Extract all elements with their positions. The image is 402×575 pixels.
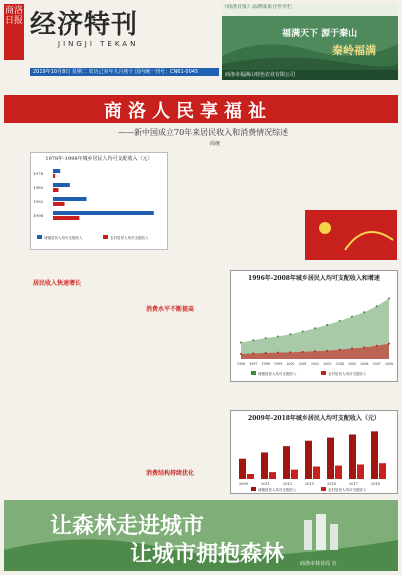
tick-label: 1985 [33, 185, 44, 190]
bar [313, 467, 320, 480]
bar [261, 452, 268, 479]
bar [53, 183, 70, 187]
tick-label: 2018 [371, 482, 380, 486]
bar [53, 197, 87, 201]
forestry-credit: 商洛市林业局 宣 [300, 561, 337, 567]
bar [283, 446, 290, 479]
bar [379, 463, 386, 479]
chart-title: 1978年-1998年城乡居民人均可支配收入（元） [45, 156, 153, 162]
vertical-paper-name: 商洛日报 [4, 4, 24, 60]
headline-title: 商洛人民享福祉 [104, 101, 272, 122]
point [326, 350, 328, 352]
chart-2009-2018 [230, 410, 398, 494]
point [376, 305, 378, 307]
ad-slogan: 福满天下 源于秦山 [282, 29, 358, 39]
chart-title: 2009年-2018年城乡居民人均可支配收入（元） [248, 415, 380, 422]
tick-label: 2004 [335, 362, 344, 366]
side-image-graphic [305, 210, 397, 260]
col3-text [230, 152, 302, 264]
point [265, 337, 267, 339]
bar [305, 441, 312, 479]
point [363, 311, 365, 313]
bar [335, 466, 342, 479]
legend-label: 城镇居民人均可支配收入 [44, 236, 83, 240]
chart-2009-2018-plot [231, 421, 397, 493]
legend-label: 农村居民人均可支配收入 [328, 488, 367, 492]
point [363, 346, 365, 348]
chart-caption-text [230, 383, 396, 407]
legend-swatch [37, 235, 42, 239]
bar [291, 470, 298, 479]
top-advertisement [222, 4, 398, 80]
point [326, 324, 328, 326]
point [339, 320, 341, 322]
section-heading-structure: 消费结构持续优化 [145, 470, 194, 477]
bar [371, 431, 378, 479]
point [351, 316, 353, 318]
bar [247, 474, 254, 479]
byline: 商统 [210, 141, 221, 147]
ad-top-text: 《商洛日报》品牌成果合作专栏 [222, 4, 398, 16]
point [376, 345, 378, 347]
legend-label: 城镇居民人均可支配收入 [258, 488, 297, 492]
tick-label: 2005 [348, 362, 357, 366]
bar [357, 464, 364, 479]
tick-label: 1999 [274, 362, 283, 366]
forestry-slogan-line1: 让森林走进城市 [50, 514, 205, 539]
point [252, 353, 254, 355]
bar [53, 211, 154, 215]
tick-label: 2003 [323, 362, 332, 366]
point [277, 335, 279, 337]
chart-title: 1996年-2008年城乡居民人均可支配收入和增速 [248, 275, 380, 282]
point [252, 339, 254, 341]
supplement-subtitle: JINGJI TEKAN [58, 40, 139, 48]
point [240, 353, 242, 355]
tick-label: 1978 [33, 171, 44, 176]
tick-label: 2001 [298, 362, 307, 366]
chart-1978-1998-plot [31, 163, 167, 249]
bar [269, 472, 276, 479]
legend-label: 农村居民人均可支配收入 [110, 236, 149, 240]
tick-label: 2016 [327, 482, 336, 486]
issue-info-bar: 2019年10月8日 星期二 农历己亥年九月初十 国内统一刊号：CN61-0045 [30, 68, 219, 76]
legend-swatch [251, 487, 256, 491]
legend-label: 城镇居民人均可支配收入 [258, 372, 297, 376]
legend-label: 农村居民人均可支配收入 [328, 372, 367, 376]
forestry-slogan-line2: 让城市拥抱森林 [130, 542, 285, 567]
legend-swatch [103, 235, 108, 239]
ad-company-bar: 商洛市福满山特色农业有限公司 [222, 70, 398, 80]
point [265, 352, 267, 354]
point [351, 348, 353, 350]
point [240, 342, 242, 344]
tick-label: 2007 [372, 362, 381, 366]
chart-1978-1998 [30, 152, 168, 250]
mid-text-top [116, 252, 224, 302]
point [314, 350, 316, 352]
point [277, 352, 279, 354]
section-heading-consumption: 消费水平不断提高 [145, 306, 194, 313]
point [339, 349, 341, 351]
headline-subtitle: ——新中国成立70年来居民收入和消费情况综述 [118, 128, 289, 137]
point [302, 331, 304, 333]
tick-label: 1996 [237, 362, 246, 366]
col4-text [305, 152, 397, 206]
consumption-text [116, 314, 224, 464]
legend-swatch [251, 371, 256, 375]
tick-label: 1998 [33, 213, 44, 218]
tick-label: 2017 [349, 482, 358, 486]
section-heading-income: 居民收入快速增长 [32, 280, 81, 287]
tick-label: 2011 [261, 482, 270, 486]
tick-label: 1997 [249, 362, 258, 366]
bar [53, 174, 55, 178]
tick-label: 1992 [33, 199, 44, 204]
supplement-title: 经济特刊 [30, 10, 139, 40]
bar [53, 188, 59, 192]
bar [53, 216, 79, 220]
bar [327, 438, 334, 479]
bar [239, 459, 246, 479]
col2-text [172, 152, 226, 248]
point [388, 343, 390, 345]
intro-text [4, 252, 110, 276]
tick-label: 2002 [311, 362, 320, 366]
tick-label: 2008 [385, 362, 394, 366]
bar [53, 169, 60, 173]
bar [53, 202, 65, 206]
structure-text [116, 478, 224, 496]
tick-label: 1998 [261, 362, 270, 366]
tick-label: 2013 [283, 482, 292, 486]
tick-label: 2015 [305, 482, 314, 486]
tick-label: 2000 [286, 362, 295, 366]
chart-1996-2008-plot [231, 281, 397, 381]
bar [349, 434, 356, 479]
ad-brand: 秦岭福满 [332, 44, 376, 57]
point [314, 327, 316, 329]
legend-swatch [321, 487, 326, 491]
side-flag-image [305, 210, 397, 260]
point [302, 351, 304, 353]
point [289, 351, 291, 353]
tick-label: 2009 [239, 482, 248, 486]
tick-label: 2006 [360, 362, 369, 366]
point [289, 333, 291, 335]
income-text [4, 288, 110, 493]
legend-swatch [321, 371, 326, 375]
chart-1996-2008 [230, 270, 398, 382]
point [388, 298, 390, 300]
